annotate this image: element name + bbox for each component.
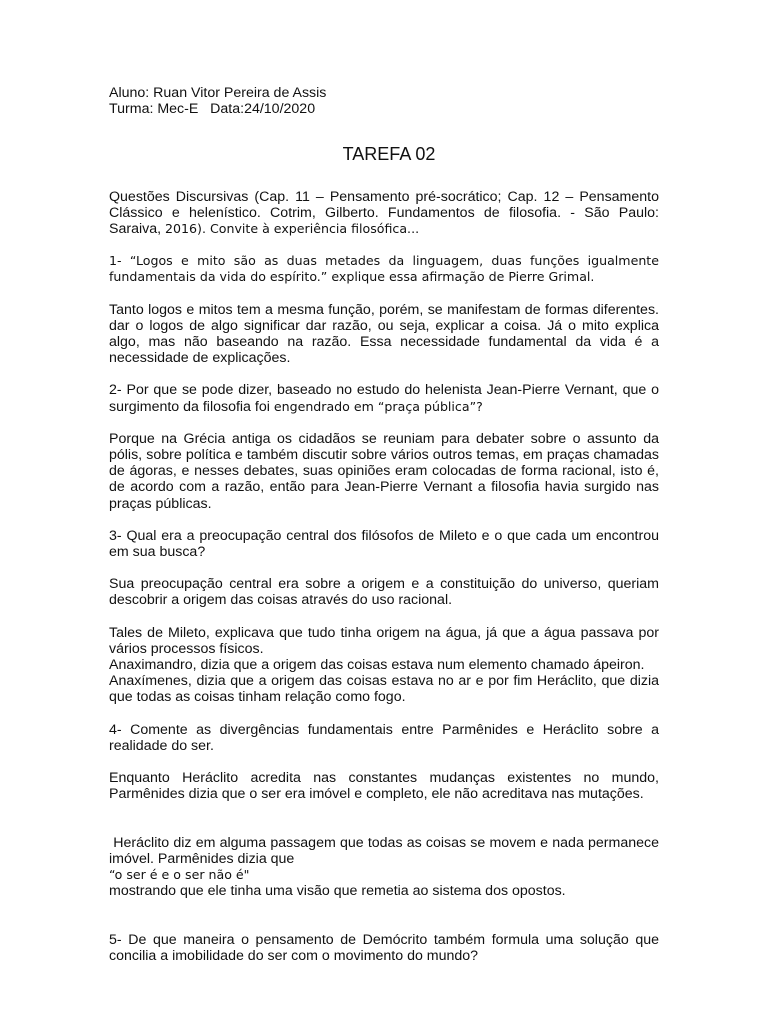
answer-4-quote: “o ser é e o ser não é"	[109, 867, 250, 883]
answer-4-text-b: mostrando que ele tinha uma visão que remetia ao sistema dos opostos.	[109, 883, 566, 900]
answer-3-paragraph-3: Anaximandro, dizia que a origem das coisas estava num elemento chamado ápeiron.	[109, 657, 645, 674]
question-2-text: 2- Por que se pode dizer, baseado no estudo do helenista Jean-Pierre Vernant, que o surgimento da filosofia foi	[109, 382, 659, 415]
intro-paragraph	[109, 189, 659, 238]
question-1: 1- “Logos e mito são as duas metades da linguagem, duas funções igualmente fundamentais da vida do espírito.” explique essa afirmação de Pierre Grimal.	[109, 253, 659, 285]
question-2	[109, 382, 659, 414]
question-3: 3- Qual era a preocupação central dos filósofos de Mileto e o que cada um encontrou em sua busca?	[109, 527, 659, 561]
answer-4-text-a: Heráclito diz em alguma passagem que todas as coisas se movem e nada permanece imóvel. Parmênides dizia que	[109, 834, 663, 867]
question-4: 4- Comente as divergências fundamentais entre Parmênides e Heráclito sobre a realidade do ser.	[109, 721, 659, 754]
class-date: Turma: Mec-E Data:24/10/2020	[109, 101, 316, 118]
question-5: 5- De que maneira o pensamento de Demócrito também formula uma solução que concilia a imobilidade do ser com o movimento do mundo?	[109, 931, 659, 964]
answer-3-paragraph-4: Anaxímenes, dizia que a origem das coisas estava no ar e por fim Heráclito, que dizia que todas as coisas tinham relação como fogo.	[109, 673, 659, 706]
answer-4-paragraph-1: Enquanto Heráclito acredita nas constantes mudanças existentes no mundo, Parmênides dizia que o ser era imóvel e completo, ele não acreditava nas mutações.	[109, 770, 659, 803]
answer-4-paragraph-2	[109, 819, 663, 900]
answer-1: Tanto logos e mitos tem a mesma função, porém, se manifestam de formas diferentes. dar o logos de algo significar dar razão, ou seja, explicar a coisa. Já o mito explica algo, mas não baseando na razão. Essa necessidade fundamental da vida é a necessidade de explicações.	[109, 301, 659, 367]
answer-3-paragraph-2: Tales de Mileto, explicava que tudo tinha origem na água, já que a água passava por vários processos físicos.	[109, 624, 659, 657]
answer-2: Porque na Grécia antiga os cidadãos se reuniam para debater sobre o assunto da pólis, sobre política e também discutir sobre vários outros temas, em praças chamadas de ágoras, e nesses debates, suas opiniões eram colocadas de forma racional, isto é, de acordo com a razão, então para Jean-Pierre Vernant a filosofia havia surgido nas praças públicas.	[109, 430, 659, 512]
answer-3-paragraph-1: Sua preocupação central era sobre a origem e a constituição do universo, queriam descobrir a origem das coisas através do uso racional.	[109, 576, 659, 609]
intro-tail: 2016). Convite à experiência filosófica...	[165, 221, 420, 237]
page-title: TAREFA 02	[342, 144, 436, 165]
question-2-tail: engendrado em “praça pública”?	[273, 398, 483, 414]
student-name: Aluno: Ruan Vitor Pereira de Assis	[109, 85, 327, 101]
document-body	[109, 85, 663, 964]
intro-text: Questões Discursivas (Cap. 11 – Pensamento pré-socrático; Cap. 12 – Pensamento Clássico e helenístico. Cotrim, Gilberto. Fundamentos de filosofia. - São Paulo: Saraiva,	[109, 188, 659, 238]
